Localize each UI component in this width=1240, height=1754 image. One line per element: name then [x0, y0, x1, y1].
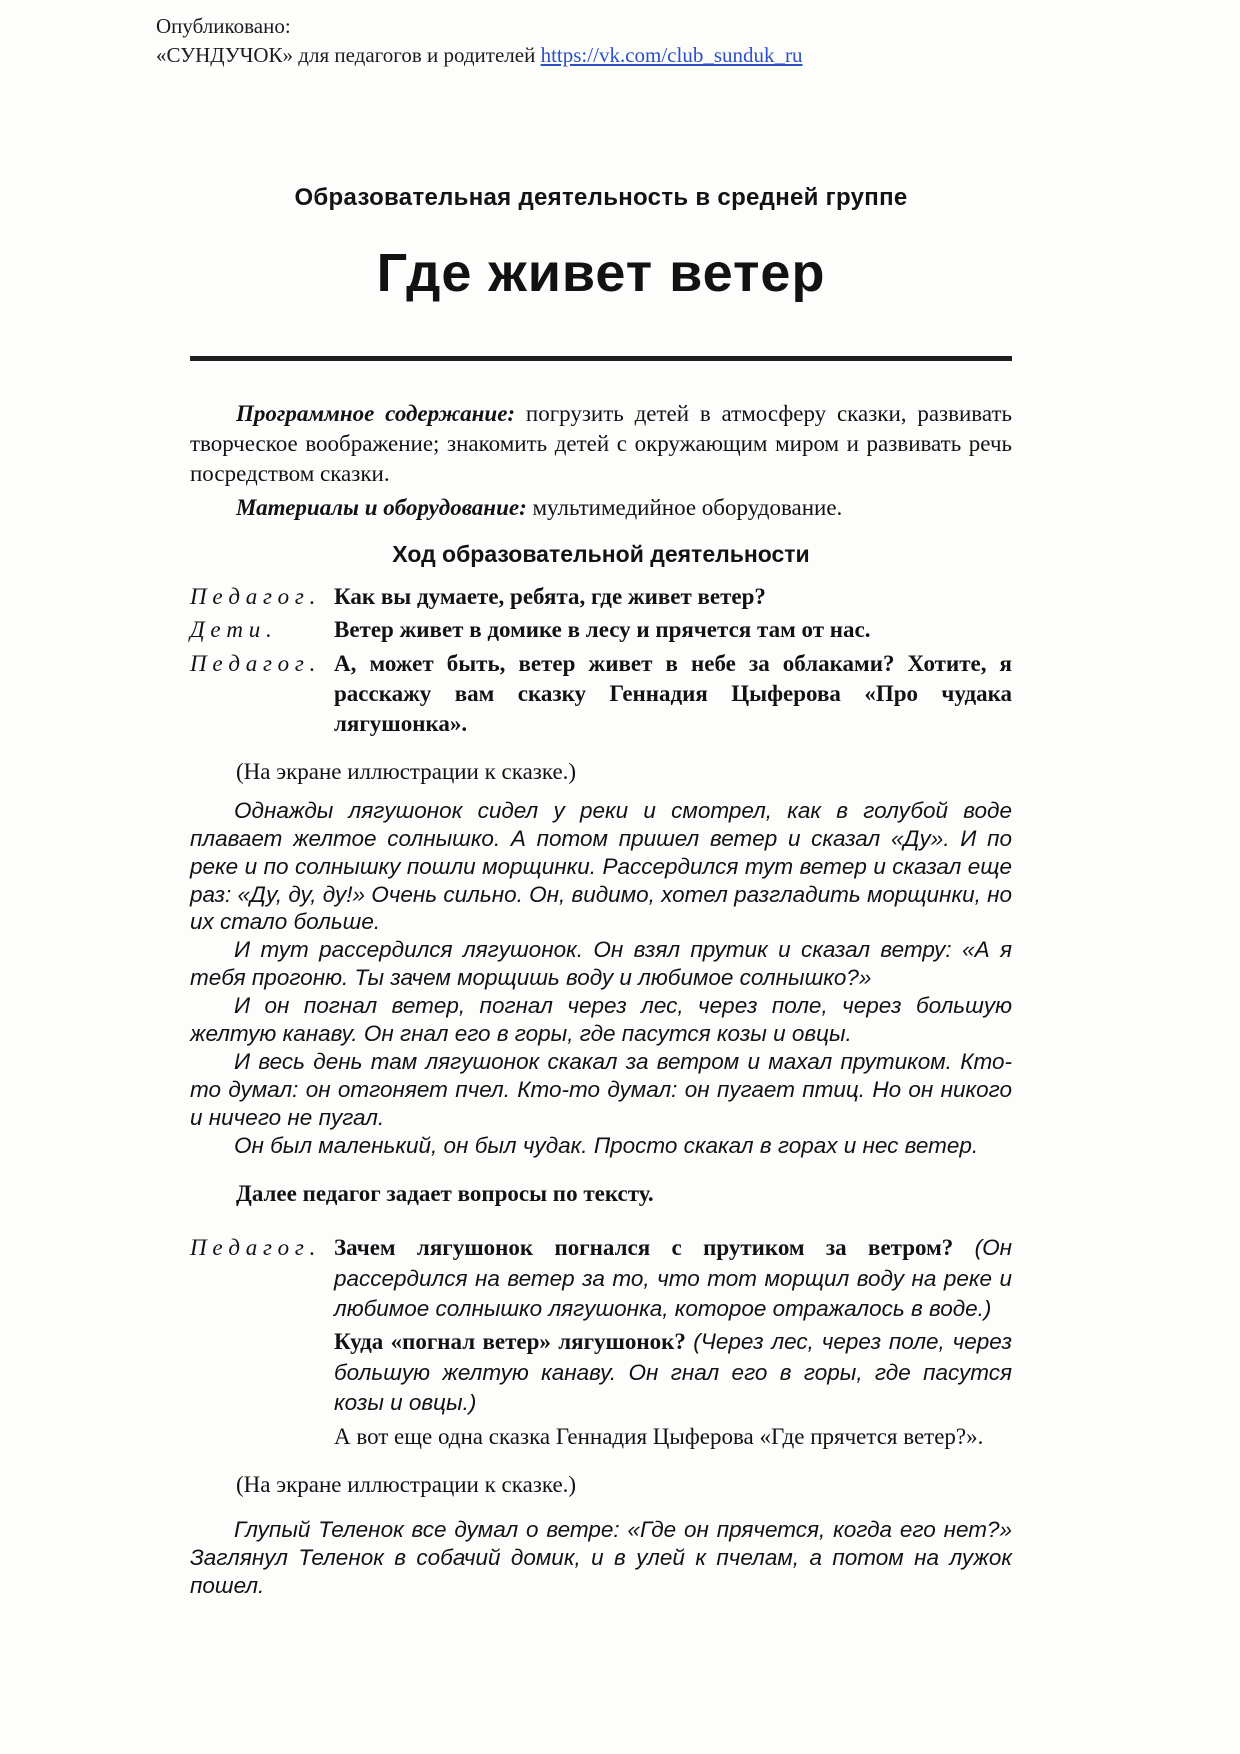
program-label: Программное содержание: [236, 401, 516, 426]
story-paragraph: И тут рассердился лягушонок. Он взял прутик и сказал ветру: «А я тебя прогоню. Ты зачем морщишь воду и любимое солнышко?» [190, 937, 1012, 991]
program-content-paragraph [190, 399, 1012, 489]
speaker-label: Д е т и . [190, 617, 272, 643]
title-divider [190, 356, 1012, 361]
screen-note-1: (На экране иллюстрации к сказке.) [236, 759, 577, 785]
qa-body [334, 1233, 1012, 1452]
dialogue-text: Как вы думаете, ребята, где живет ветер? [334, 583, 766, 609]
section-heading: Ход образовательной деятельности [392, 540, 810, 567]
dialogue-text: Ветер живет в домике в лесу и прячется там от нас. [334, 617, 871, 643]
dialogue-text: А, может быть, ветер живет в небе за облаками? Хотите, я расскажу вам сказку Геннадия Цыферова «Про чудака лягушонка». [334, 651, 1012, 737]
speaker-label: П е д а г о г . [190, 583, 316, 609]
publication-header [156, 12, 803, 71]
speaker-label: П е д а г о г . [190, 651, 316, 677]
story-paragraph: И он погнал ветер, погнал через лес, через поле, через большую желтую канаву. Он гнал его в горы, где пасутся козы и овцы. [190, 993, 1012, 1047]
qa-item-3 [334, 1422, 1012, 1452]
story-calf [190, 1516, 1012, 1600]
story-paragraph: Глупый Теленок все думал о ветре: «Где он прячется, когда его нет?» Заглянул Теленок в собачий домик, и в улей к пчелам, а потом на лужок пошел. [190, 1516, 1012, 1598]
followup-note: Далее педагог задает вопросы по тексту. [236, 1181, 654, 1207]
qa-block [190, 1233, 1012, 1452]
qa-speaker-label: П е д а г о г . [190, 1235, 316, 1261]
qa-item-2 [334, 1327, 1012, 1418]
lesson-subtitle: Образовательная деятельность в средней группе [294, 184, 908, 211]
audience-text: «СУНДУЧОК» для педагогов и родителей [156, 43, 541, 68]
dialogue-row [190, 649, 1012, 739]
qa-statement: А вот еще одна сказка Геннадия Цыферова «Где прячется ветер?». [334, 1423, 984, 1449]
intro-block [190, 399, 1012, 523]
dialogue-row [190, 582, 1012, 612]
published-line [156, 41, 803, 70]
dialogue-row [190, 615, 1012, 645]
qa-question-2: Куда «погнал ветер» лягушонок? [334, 1329, 694, 1355]
materials-label: Материалы и оборудование: [236, 494, 527, 520]
qa-answer-1: (Он рассердился на ветер за то, что тот морщил воду на реке и любимое солнышко лягушонка, которое отражалось в воде.) [334, 1235, 1012, 1322]
published-label: Опубликовано: [156, 14, 291, 38]
story-paragraph: И весь день там лягушонок скакал за ветром и махал прутиком. Кто-то думал: он отгоняет пчел. Кто-то думал: он пугает птиц. Но он никого и ничего не пугал. [190, 1048, 1012, 1130]
story-paragraph: Он был маленький, он был чудак. Просто скакал в горах и нес ветер. [234, 1132, 979, 1158]
lesson-title: Где живет ветер [376, 243, 826, 303]
vk-club-link[interactable]: https://vk.com/club_sunduk_ru [540, 43, 803, 68]
qa-item-1 [334, 1233, 1012, 1324]
document-body [190, 168, 1012, 1599]
screen-note-2: (На экране иллюстрации к сказке.) [236, 1471, 577, 1497]
materials-text: мультимедийное оборудование. [526, 494, 843, 520]
qa-answer-2: (Через лес, через поле, через большую желтую канаву. Он гнал его в горы, где пасутся козы и овцы.) [334, 1329, 1012, 1416]
program-text: погрузить детей в атмосферу сказки, развивать творческое воображение; знакомить детей с окружающим миром и развивать речь посредством сказки. [190, 401, 1012, 486]
story-frog [190, 797, 1012, 1160]
qa-question-1: Зачем лягушонок погнался с прутиком за ветром? [334, 1235, 975, 1261]
materials-paragraph [190, 493, 1012, 523]
dialogue-block [190, 582, 1012, 739]
story-paragraph: Однажды лягушонок сидел у реки и смотрел, как в голубой воде плавает желтое солнышко. А потом пришел ветер и сказал «Ду». И по реке и по солнышку пошли морщинки. Рассердился тут ветер и сказал еще раз: «Ду, ду, ду!» Очень сильно. Он, видимо, хотел разгладить морщинки, но их стало больше. [190, 797, 1012, 935]
